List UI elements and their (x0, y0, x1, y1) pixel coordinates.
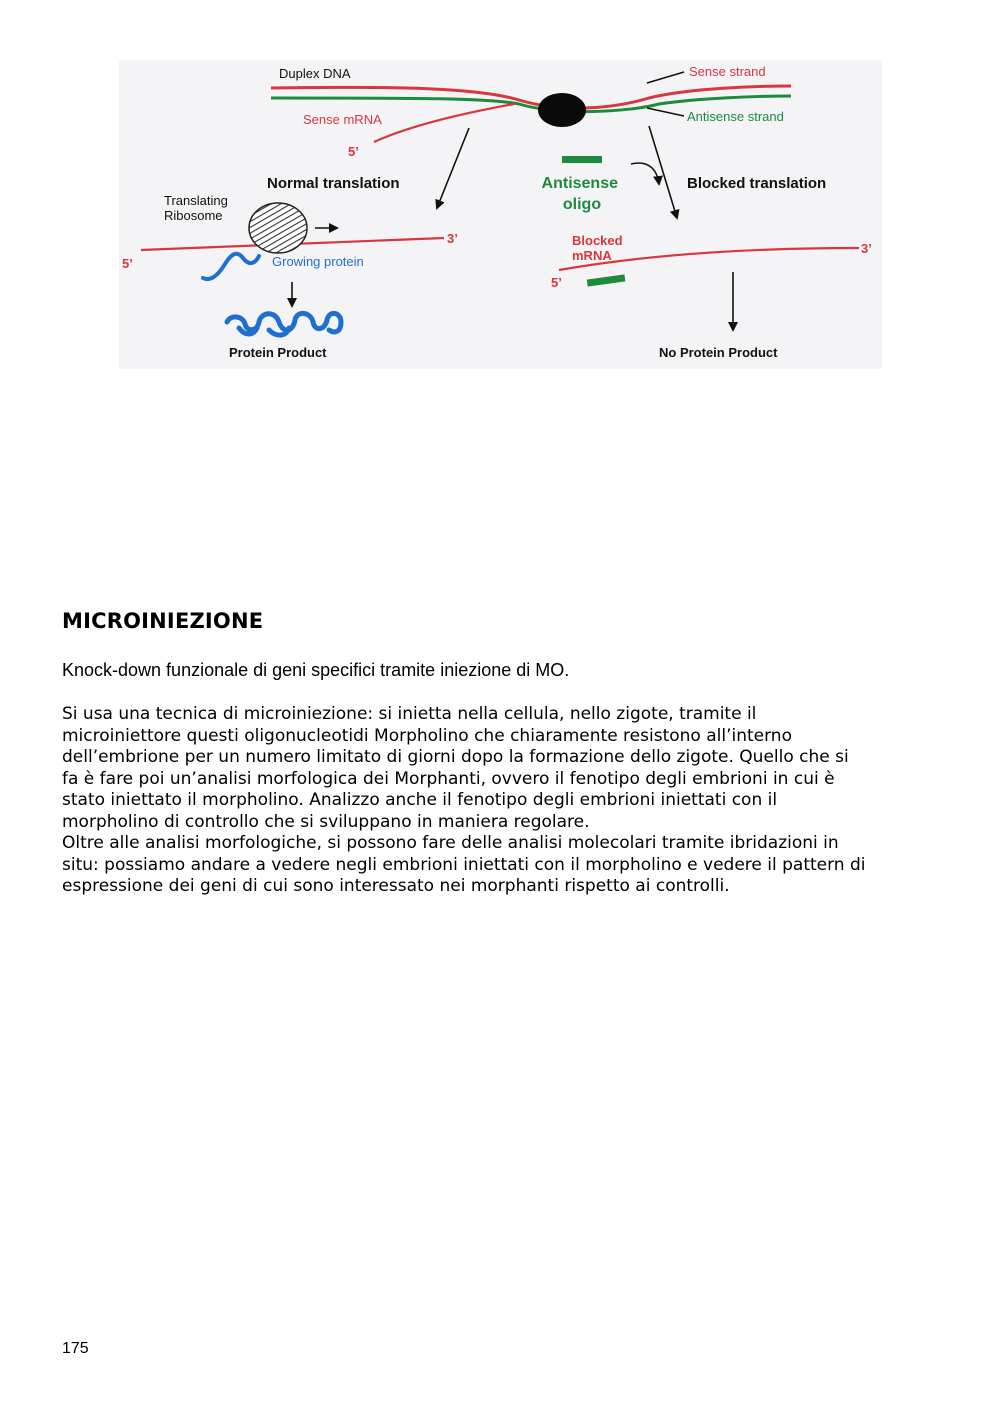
label-translating-ribosome-line1: Translating (164, 193, 228, 208)
label-normal-translation: Normal translation (267, 175, 400, 192)
label-three-prime-left: 3’ (447, 231, 458, 246)
ribosome (249, 203, 307, 253)
lead-sentence: Knock-down funzionale di geni specifici tramite iniezione di MO. (62, 660, 570, 680)
paragraph-line: microiniettore questi oligonucleotidi Morpholino che chiaramente resistono all’interno (62, 725, 792, 746)
label-antisense-oligo-line2: oligo (562, 196, 602, 213)
body-paragraph (62, 704, 942, 898)
label-sense-strand: Sense strand (689, 64, 766, 79)
section-heading: MICROINIEZIONE (62, 609, 264, 633)
label-blocked-mrna-line2: mRNA (572, 248, 612, 263)
label-five-prime-left: 5’ (122, 256, 133, 271)
label-protein-product: Protein Product (229, 345, 327, 360)
antisense-binding-blob (538, 93, 586, 127)
label-three-prime-right: 3’ (861, 241, 872, 256)
label-no-protein-product: No Protein Product (659, 345, 778, 360)
label-sense-mrna: Sense mRNA (303, 112, 382, 127)
label-five-prime-top: 5’ (348, 144, 359, 159)
paragraph-line: morpholino di controllo che si sviluppano in maniera regolare. (62, 811, 590, 832)
paragraph-line: stato iniettato il morpholino. Analizzo anche il fenotipo degli embrioni iniettati con il (62, 790, 778, 810)
label-blocked-mrna-line1: Blocked (572, 233, 623, 248)
label-duplex-dna: Duplex DNA (279, 66, 351, 81)
label-translating-ribosome (164, 193, 231, 223)
label-growing-protein: Growing protein (272, 254, 364, 269)
figure-svg (119, 60, 882, 369)
label-five-prime-right: 5’ (551, 275, 562, 290)
paragraph-line: espressione dei geni di cui sono interessato nei morphanti rispetto ai controlli. (62, 876, 730, 896)
antisense-mechanism-figure (119, 60, 882, 369)
label-blocked-translation: Blocked translation (687, 175, 827, 192)
label-translating-ribosome-line2: Ribosome (164, 208, 223, 223)
paragraph-line: Si usa una tecnica di microiniezione: si inietta nella cellula, nello zigote, tramite il (62, 704, 757, 724)
paragraph-line: fa è fare poi un’analisi morfologica dei Morphanti, ovvero il fenotipo degli embrioni in cui è (62, 768, 835, 789)
paragraph-line: dell’embrione per un numero limitato di giorni dopo la formazione dello zigote. Quello che si (62, 747, 849, 767)
paragraph-line: situ: possiamo andare a vedere negli embrioni iniettati con il morpholino e vedere il pattern di (62, 854, 866, 875)
label-antisense-oligo-line1: Antisense (541, 175, 619, 192)
label-antisense-strand: Antisense strand (687, 109, 784, 124)
paragraph-line: Oltre alle analisi morfologiche, si possono fare delle analisi molecolari tramite ibridazioni in (62, 833, 839, 853)
page-number: 175 (62, 1340, 89, 1357)
antisense-oligo-bar (562, 156, 602, 163)
